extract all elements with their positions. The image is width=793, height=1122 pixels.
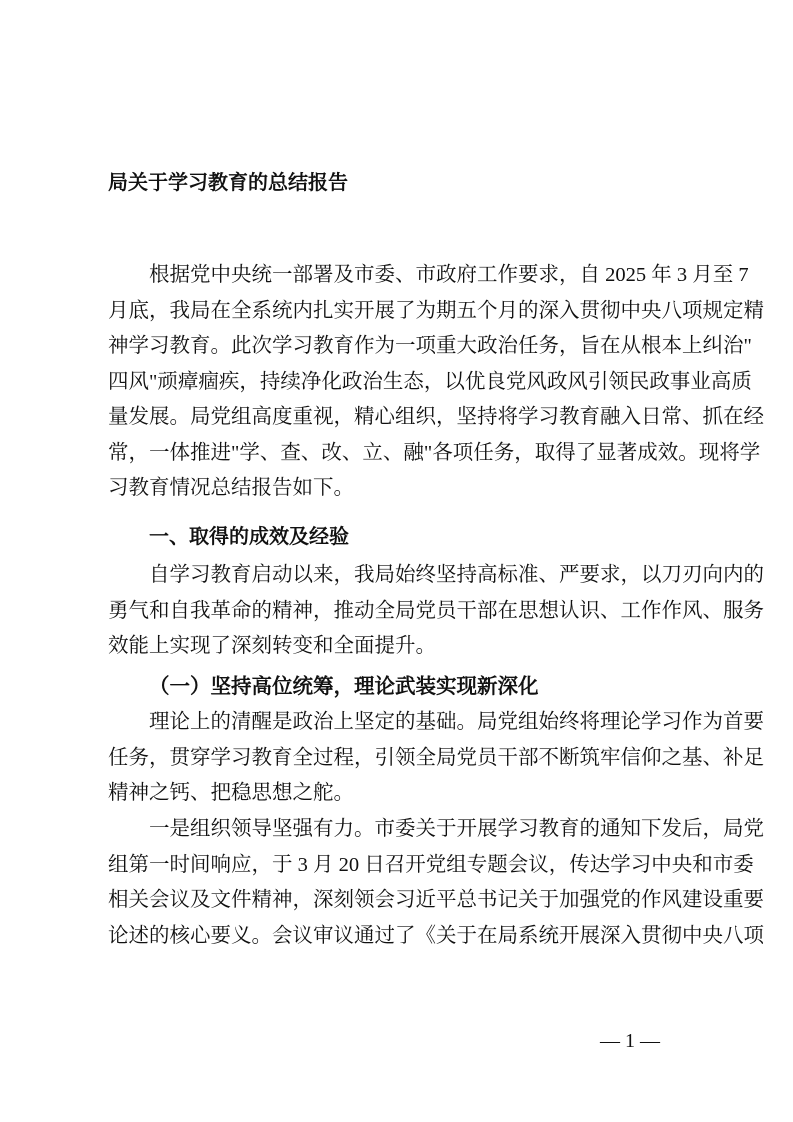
text-line: 神学习教育。此次学习教育作为一项重大政治任务，旨在从根本上纠治" xyxy=(108,335,752,357)
section-paragraph xyxy=(108,558,764,665)
section-heading: 一、取得的成效及经验 xyxy=(149,526,349,548)
text-line: 勇气和自我革命的精神，推动全局党员干部在思想认识、工作作风、服务 xyxy=(108,599,764,622)
subsection-paragraph xyxy=(108,705,764,812)
text-line: 常，一体推进"学、查、改、立、融"各项任务，取得了显著成效。现将学 xyxy=(108,441,761,464)
text-line: 理论上的清醒是政治上坚定的基础。局党组始终将理论学习作为首要 xyxy=(149,711,764,733)
text-line: 量发展。局党组高度重视，精心组织，坚持将学习教育融入日常、抓在经 xyxy=(108,406,764,428)
text-line: 相关会议及文件精神，深刻领会习近平总书记关于加强党的作风建设重要 xyxy=(108,889,764,911)
document-title: 局关于学习教育的总结报告 xyxy=(108,172,348,194)
text-line: 四风"顽瘴痼疾，持续净化政治生态，以优良党风政风引领民政事业高质 xyxy=(108,370,752,393)
text-line: 一是组织领导坚强有力。市委关于开展学习教育的通知下发后，局党 xyxy=(149,818,764,840)
text-line: 月底，我局在全系统内扎实开展了为期五个月的深入贯彻中央八项规定精 xyxy=(108,299,764,322)
text-line: 论述的核心要义。会议审议通过了《关于在局系统开展深入贯彻中央八项 xyxy=(108,924,764,947)
text-line: 效能上实现了深刻转变和全面提升。 xyxy=(108,635,436,657)
text-line: 根据党中央统一部署及市委、市政府工作要求，自 2025 年 3 月至 7 xyxy=(149,264,749,286)
text-line: 自学习教育启动以来，我局始终坚持高标准、严要求，以刀刃向内的 xyxy=(149,564,764,586)
text-line: 组第一时间响应，于 3 月 20 日召开党组专题会议，传达学习中央和市委 xyxy=(108,853,754,876)
text-line: 习教育情况总结报告如下。 xyxy=(108,477,354,499)
text-line: 精神之钙、把稳思想之舵。 xyxy=(108,782,354,804)
subsection-heading: （一）坚持高位统筹，理论武装实现新深化 xyxy=(149,676,539,698)
intro-paragraph xyxy=(108,258,764,507)
page-number: — 1 — xyxy=(600,1030,660,1052)
text-line: 任务，贯穿学习教育全过程，引领全局党员干部不断筑牢信仰之基、补足 xyxy=(108,746,764,769)
point-paragraph xyxy=(108,812,764,954)
